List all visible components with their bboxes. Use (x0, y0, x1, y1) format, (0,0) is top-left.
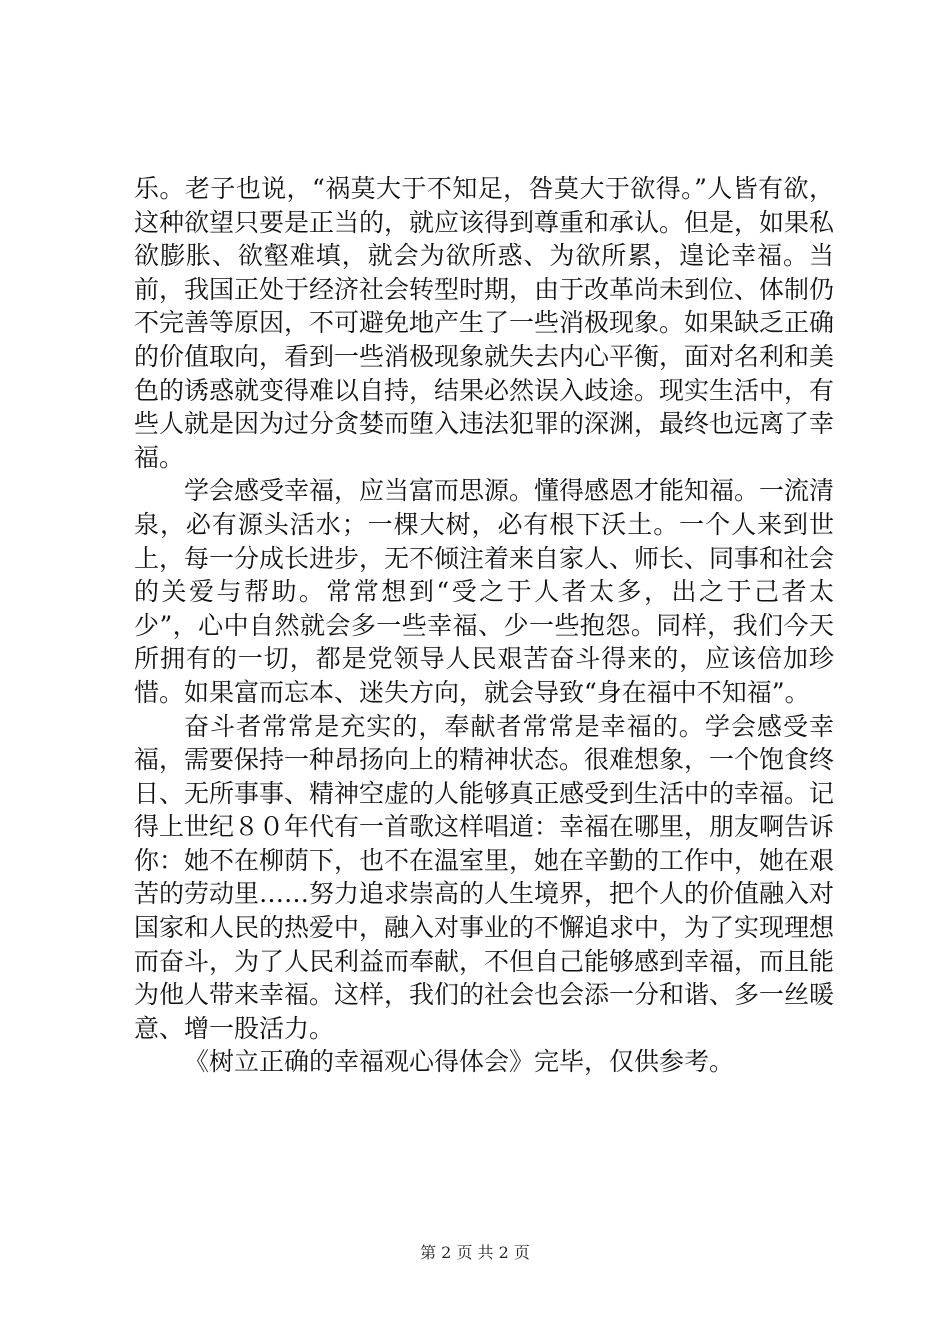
paragraph: 学会感受幸福，应当富而思源。懂得感恩才能知福。一流清泉，必有源头活水；一棵大树，必有根下沃土。一个人来到世上，每一分成长进步，无不倾注着来自家人、师长、同事和社会的关爱与帮助。常常想到“受之于人者太多，出之于己者太少”，心中自然就会多一些幸福、少一些抱怨。同样，我们今天所拥有的一切，都是党领导人民艰苦奋斗得来的，应该倍加珍惜。如果富而忘本、迷失方向，就会导致“身在福中不知福”。 (134, 476, 835, 707)
paragraph: 乐。老子也说，“祸莫大于不知足，咎莫大于欲得。”人皆有欲，这种欲望只要是正当的，就应该得到尊重和承认。但是，如果私欲膨胀、欲壑难填，就会为欲所惑、为欲所累，遑论幸福。当前，我国正处于经济社会转型时期，由于改革尚未到位、体制仍不完善等原因，不可避免地产生了一些消极现象。如果缺乏正确的价值取向，看到一些消极现象就失去内心平衡，面对名利和美色的诱惑就变得难以自持，结果必然误入歧途。现实生活中，有些人就是因为过分贪婪而堕入违法犯罪的深渊，最终也远离了幸福。 (134, 174, 835, 472)
paragraph: 奋斗者常常是充实的，奉献者常常是幸福的。学会感受幸福，需要保持一种昂扬向上的精神状态。很难想象，一个饱食终日、无所事事、精神空虚的人能够真正感受到生活中的幸福。记得上世纪８０年代有一首歌这样唱道：幸福在哪里，朋友啊告诉你：她不在柳荫下，也不在温室里，她在辛勤的工作中，她在艰苦的劳动里……努力追求崇高的人生境界，把个人的价值融入对国家和人民的热爱中，融入对事业的不懈追求中，为了实现理想而奋斗，为了人民利益而奉献，不但自己能够感到幸福，而且能为他人带来幸福。这样，我们的社会也会添一分和谐、多一丝暖意、增一股活力。 (134, 711, 835, 1043)
paragraph: 《树立正确的幸福观心得体会》完毕，仅供参考。 (184, 1047, 735, 1077)
document-body (134, 172, 834, 1079)
page-number-footer: 第 2 页 共 2 页 (420, 1243, 530, 1262)
